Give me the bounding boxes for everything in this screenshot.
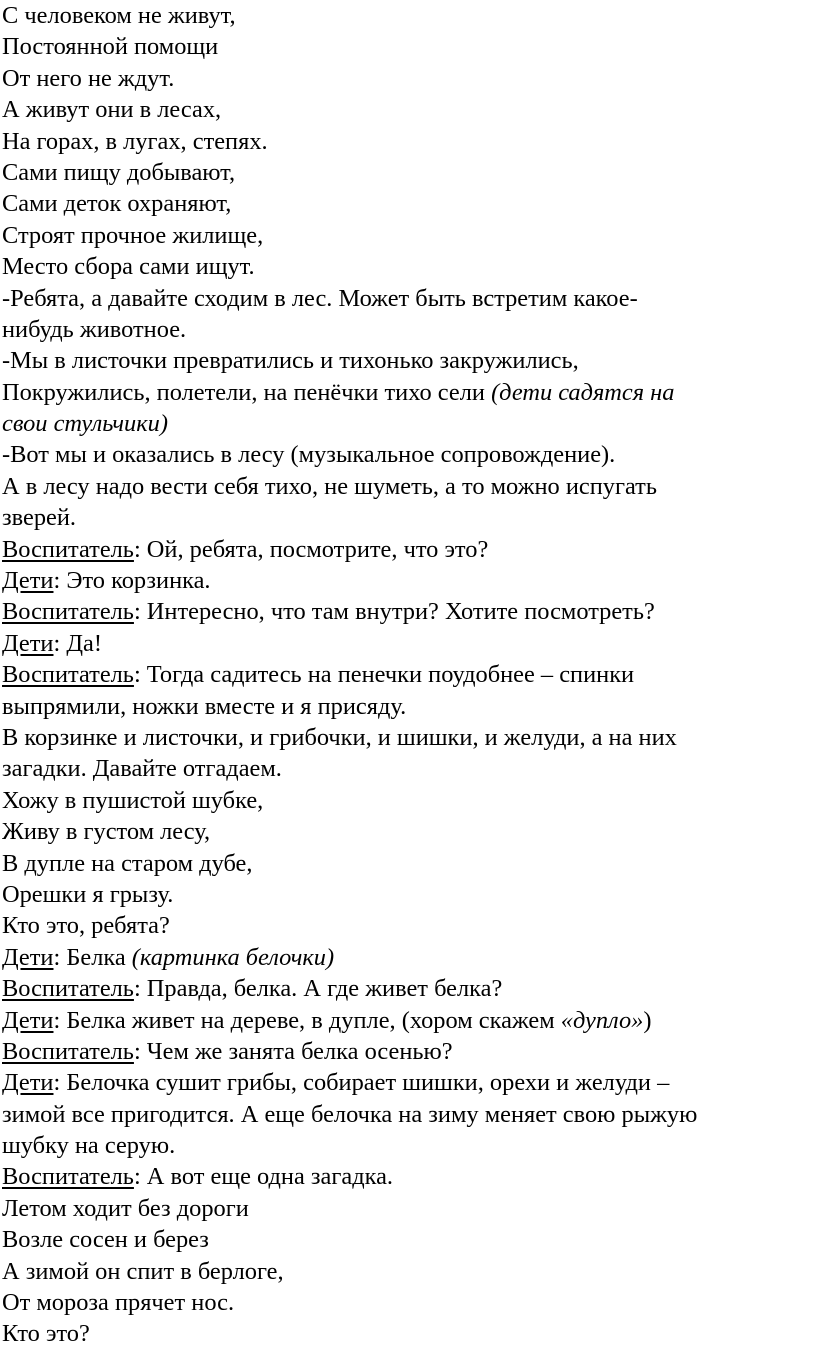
text-line bbox=[2, 1161, 798, 1192]
text-line bbox=[2, 848, 798, 879]
text-line bbox=[2, 1067, 798, 1098]
line-text: -Вот мы и оказались в лесу (музыкальное сопровождение). bbox=[2, 441, 616, 469]
line-text: Сами пищу добывают, bbox=[2, 158, 236, 186]
line-text: нибудь животное. bbox=[2, 315, 187, 343]
line-text: : Тогда садитесь на пенечки поудобнее – спинки bbox=[133, 661, 635, 689]
text-line bbox=[2, 785, 798, 816]
text-line bbox=[2, 659, 798, 690]
text-line bbox=[2, 1193, 798, 1224]
line-text: Орешки я грызу. bbox=[2, 880, 174, 908]
text-line bbox=[2, 1224, 798, 1255]
line-text: От него не ждут. bbox=[2, 64, 175, 92]
text-line bbox=[2, 753, 798, 784]
line-text: загадки. Давайте отгадаем. bbox=[2, 755, 282, 783]
line-text: А зимой он спит в берлоге, bbox=[2, 1257, 284, 1285]
line-text: : Интересно, что там внутри? Хотите посмотреть? bbox=[133, 598, 655, 626]
line-text: -Ребята, а давайте сходим в лес. Может быть встретим какое- bbox=[2, 284, 638, 312]
line-text: Кто это? bbox=[2, 1320, 90, 1348]
text-line bbox=[2, 220, 798, 251]
speaker-label: Воспитатель bbox=[2, 1163, 134, 1191]
speaker-label: Воспитатель bbox=[2, 1037, 134, 1065]
speaker-label: Воспитатель bbox=[2, 535, 134, 563]
line-text: Летом ходит без дороги bbox=[2, 1194, 249, 1222]
text-line bbox=[2, 94, 798, 125]
line-text: Строят прочное жилище, bbox=[2, 221, 264, 249]
line-text: В дупле на старом дубе, bbox=[2, 849, 253, 877]
line-text: : Белка bbox=[53, 943, 132, 971]
line-text: : Белочка сушит грибы, собирает шишки, орехи и желуди – bbox=[53, 1069, 670, 1097]
speaker-label: Дети bbox=[2, 567, 54, 595]
line-text: : Да! bbox=[53, 629, 102, 657]
text-line bbox=[2, 63, 798, 94]
text-line bbox=[2, 534, 798, 565]
line-text: : Ой, ребята, посмотрите, что это? bbox=[133, 535, 489, 563]
line-text: Сами деток охраняют, bbox=[2, 190, 232, 218]
text-line bbox=[2, 345, 798, 376]
text-line bbox=[2, 126, 798, 157]
stage-note: «дупло» bbox=[560, 1006, 644, 1034]
line-text: Хожу в пушистой шубке, bbox=[2, 786, 264, 814]
text-line bbox=[2, 283, 798, 314]
text-line bbox=[2, 973, 798, 1004]
text-line bbox=[2, 408, 798, 439]
text-line bbox=[2, 879, 798, 910]
text-line bbox=[2, 157, 798, 188]
line-text: С человеком не живут, bbox=[2, 2, 236, 29]
line-text: зимой все пригодится. А еще белочка на зиму меняет свою рыжую bbox=[2, 1100, 698, 1128]
speaker-label: Дети bbox=[2, 1006, 54, 1034]
text-line bbox=[2, 314, 798, 345]
text-line bbox=[2, 1099, 798, 1130]
line-text: От мороза прячет нос. bbox=[2, 1289, 235, 1317]
line-text: Возле сосен и берез bbox=[2, 1226, 209, 1254]
line-text: В корзинке и листочки, и грибочки, и шишки, и желуди, а на них bbox=[2, 723, 677, 751]
text-line bbox=[2, 691, 798, 722]
text-line bbox=[2, 628, 798, 659]
text-line bbox=[2, 502, 798, 533]
text-line bbox=[2, 188, 798, 219]
text-line bbox=[2, 816, 798, 847]
speaker-label: Дети bbox=[2, 629, 54, 657]
line-text: зверей. bbox=[2, 504, 77, 532]
line-text: : Это корзинка. bbox=[53, 567, 211, 595]
text-line bbox=[2, 565, 798, 596]
text-line bbox=[2, 722, 798, 753]
line-text: : Чем же занята белка осенью? bbox=[133, 1037, 453, 1065]
speaker-label: Воспитатель bbox=[2, 661, 134, 689]
text-line bbox=[2, 1287, 798, 1318]
stage-note: (дети садятся на bbox=[491, 378, 675, 406]
text-line bbox=[2, 0, 798, 31]
line-text: : Правда, белка. А где живет белка? bbox=[133, 975, 503, 1003]
line-text: Кто это, ребята? bbox=[2, 912, 170, 940]
text-line bbox=[2, 251, 798, 282]
line-text: А в лесу надо вести себя тихо, не шуметь, а то можно испугать bbox=[2, 472, 657, 500]
line-text: : Белка живет на дереве, в дупле, (хором скажем bbox=[53, 1006, 561, 1034]
line-text: Живу в густом лесу, bbox=[2, 818, 211, 846]
text-line bbox=[2, 471, 798, 502]
speaker-label: Дети bbox=[2, 1069, 54, 1097]
speaker-label: Воспитатель bbox=[2, 975, 134, 1003]
text-line bbox=[2, 31, 798, 62]
line-text: Постоянной помощи bbox=[2, 33, 219, 61]
text-line bbox=[2, 1318, 798, 1349]
speaker-label: Дети bbox=[2, 943, 54, 971]
text-line bbox=[2, 942, 798, 973]
line-text: А живут они в лесах, bbox=[2, 96, 222, 124]
text-line bbox=[2, 1005, 798, 1036]
line-text: : А вот еще одна загадка. bbox=[133, 1163, 394, 1191]
text-line bbox=[2, 1036, 798, 1067]
text-line bbox=[2, 1256, 798, 1287]
line-text: выпрямили, ножки вместе и я присяду. bbox=[2, 692, 407, 720]
line-text: -Мы в листочки превратились и тихонько закружились, bbox=[2, 347, 579, 375]
line-text: На горах, в лугах, степях. bbox=[2, 127, 268, 155]
stage-note: (картинка белочки) bbox=[131, 943, 335, 971]
text-line bbox=[2, 439, 798, 470]
speaker-label: Воспитатель bbox=[2, 598, 134, 626]
line-text: ) bbox=[643, 1006, 652, 1034]
line-text: Место сбора сами ищут. bbox=[2, 253, 255, 281]
line-text: Покружились, полетели, на пенёчки тихо сели bbox=[2, 378, 492, 406]
text-line bbox=[2, 910, 798, 941]
stage-note: свои стульчики) bbox=[2, 410, 168, 438]
text-line bbox=[2, 596, 798, 627]
text-line bbox=[2, 377, 798, 408]
line-text: шубку на серую. bbox=[2, 1132, 176, 1160]
text-line bbox=[2, 1130, 798, 1161]
